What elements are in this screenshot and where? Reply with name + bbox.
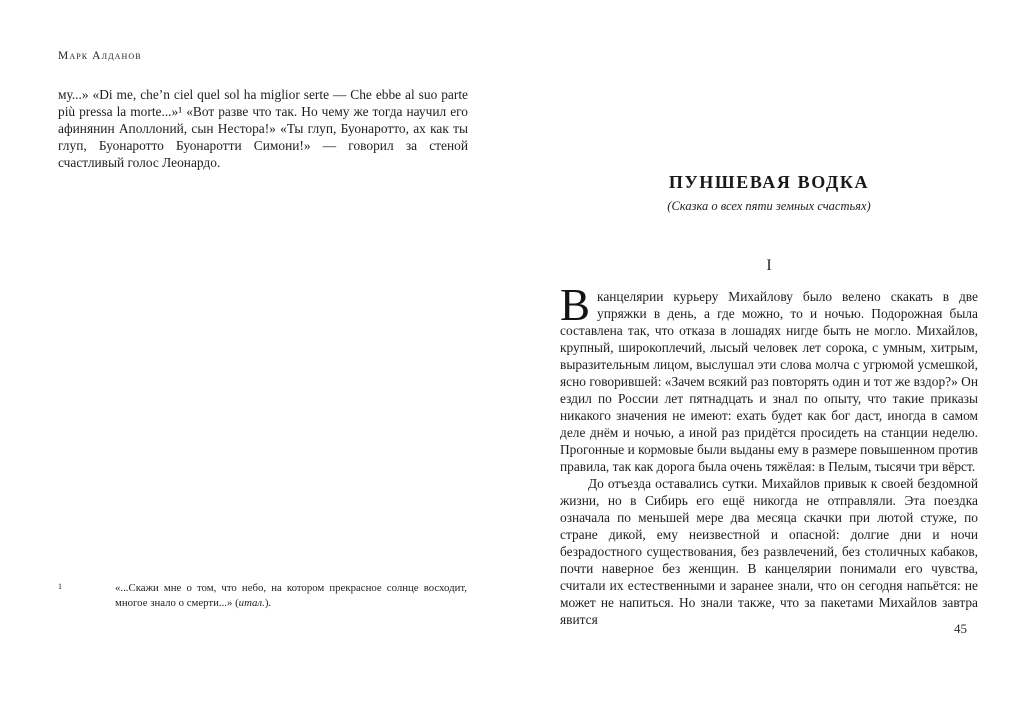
right-body-text <box>560 280 978 628</box>
footnote-language-label: итал. <box>238 597 265 609</box>
running-header-author: Марк Алданов <box>58 50 142 62</box>
right-page <box>560 0 978 701</box>
drop-cap: В <box>560 280 591 330</box>
first-paragraph-text: канцелярии курьеру Михайлову было велено скакать в две упряжки в день, а где можно, то и ночью. Подорожная была составлена так, что отказа в лошадях нигде быть не могло. Михайлов, крупный, широкоплечий, лысый человек лет сорока, с умным, хитрым, выразительным лицом, выслушал эти слова молча с угрюмой усмешкой, ясно говорившей: «Зачем всякий раз повторять один и тот же вздор?» Он ездил по России лет пятнадцать и знал по опыту, что такие приказы никакого значения не имеют: ехать будет как бог даст, иногда в самом деле днём и ночью, а иной раз придётся просидеть на станции неделю. Прогонные и кормовые были выданы ему в размере повышенном против правила, так как дорога была очень тяжёлая: в Пелым, тысячи три вёрст. <box>560 289 978 474</box>
footnote-text-suffix: ). <box>264 597 272 609</box>
first-paragraph <box>560 280 978 475</box>
second-paragraph: До отъезда оставались сутки. Михайлов привык к своей бездомной жизни, но в Сибирь его ещё никогда не отправляли. Эта поездка означала по меньшей мере два месяца скачки при лютой стуже, по стране дикой, ему неизвестной и опасной: долгие дни и ночи безрадостного существования, без развлечений, без столичных кабаков, почти наверное без женщин. В канцелярии понимали его чувства, считали их естественными и заранее знали, что он сегодня напьётся: не может не напиться. Но знали также, что за пакетами Михайлов завтра явится <box>560 476 978 627</box>
story-subtitle: (Сказка о всех пяти земных счастьях) <box>667 199 871 213</box>
chapter-numeral: I <box>766 257 772 274</box>
page-number: 45 <box>954 621 967 636</box>
footnote-marker: 1 <box>58 582 62 591</box>
footnote-text-main: «...Скажи мне о том, что небо, на котором прекрасное солнце восходит, многое знало о смерти...» ( <box>115 582 467 609</box>
footnote-text <box>115 581 467 611</box>
story-title: ПУНШЕВАЯ ВОДКА <box>668 172 870 192</box>
left-body-paragraph: му...» «Di me, che’n ciel quel sol ha miglior serte — Che ebbe al suo parte più pressa la morte...»¹ «Вот разве что так. Но чему же тогда научил его афинянин Аполлоний, сын Нестора!» «Ты глуп, Буонаротто, ах как ты глуп, Буонаротто Буонаротти Симони!» — говорил за стеной счастливый голос Леонардо. <box>58 87 468 170</box>
footnote <box>58 581 468 611</box>
left-page <box>58 0 468 701</box>
